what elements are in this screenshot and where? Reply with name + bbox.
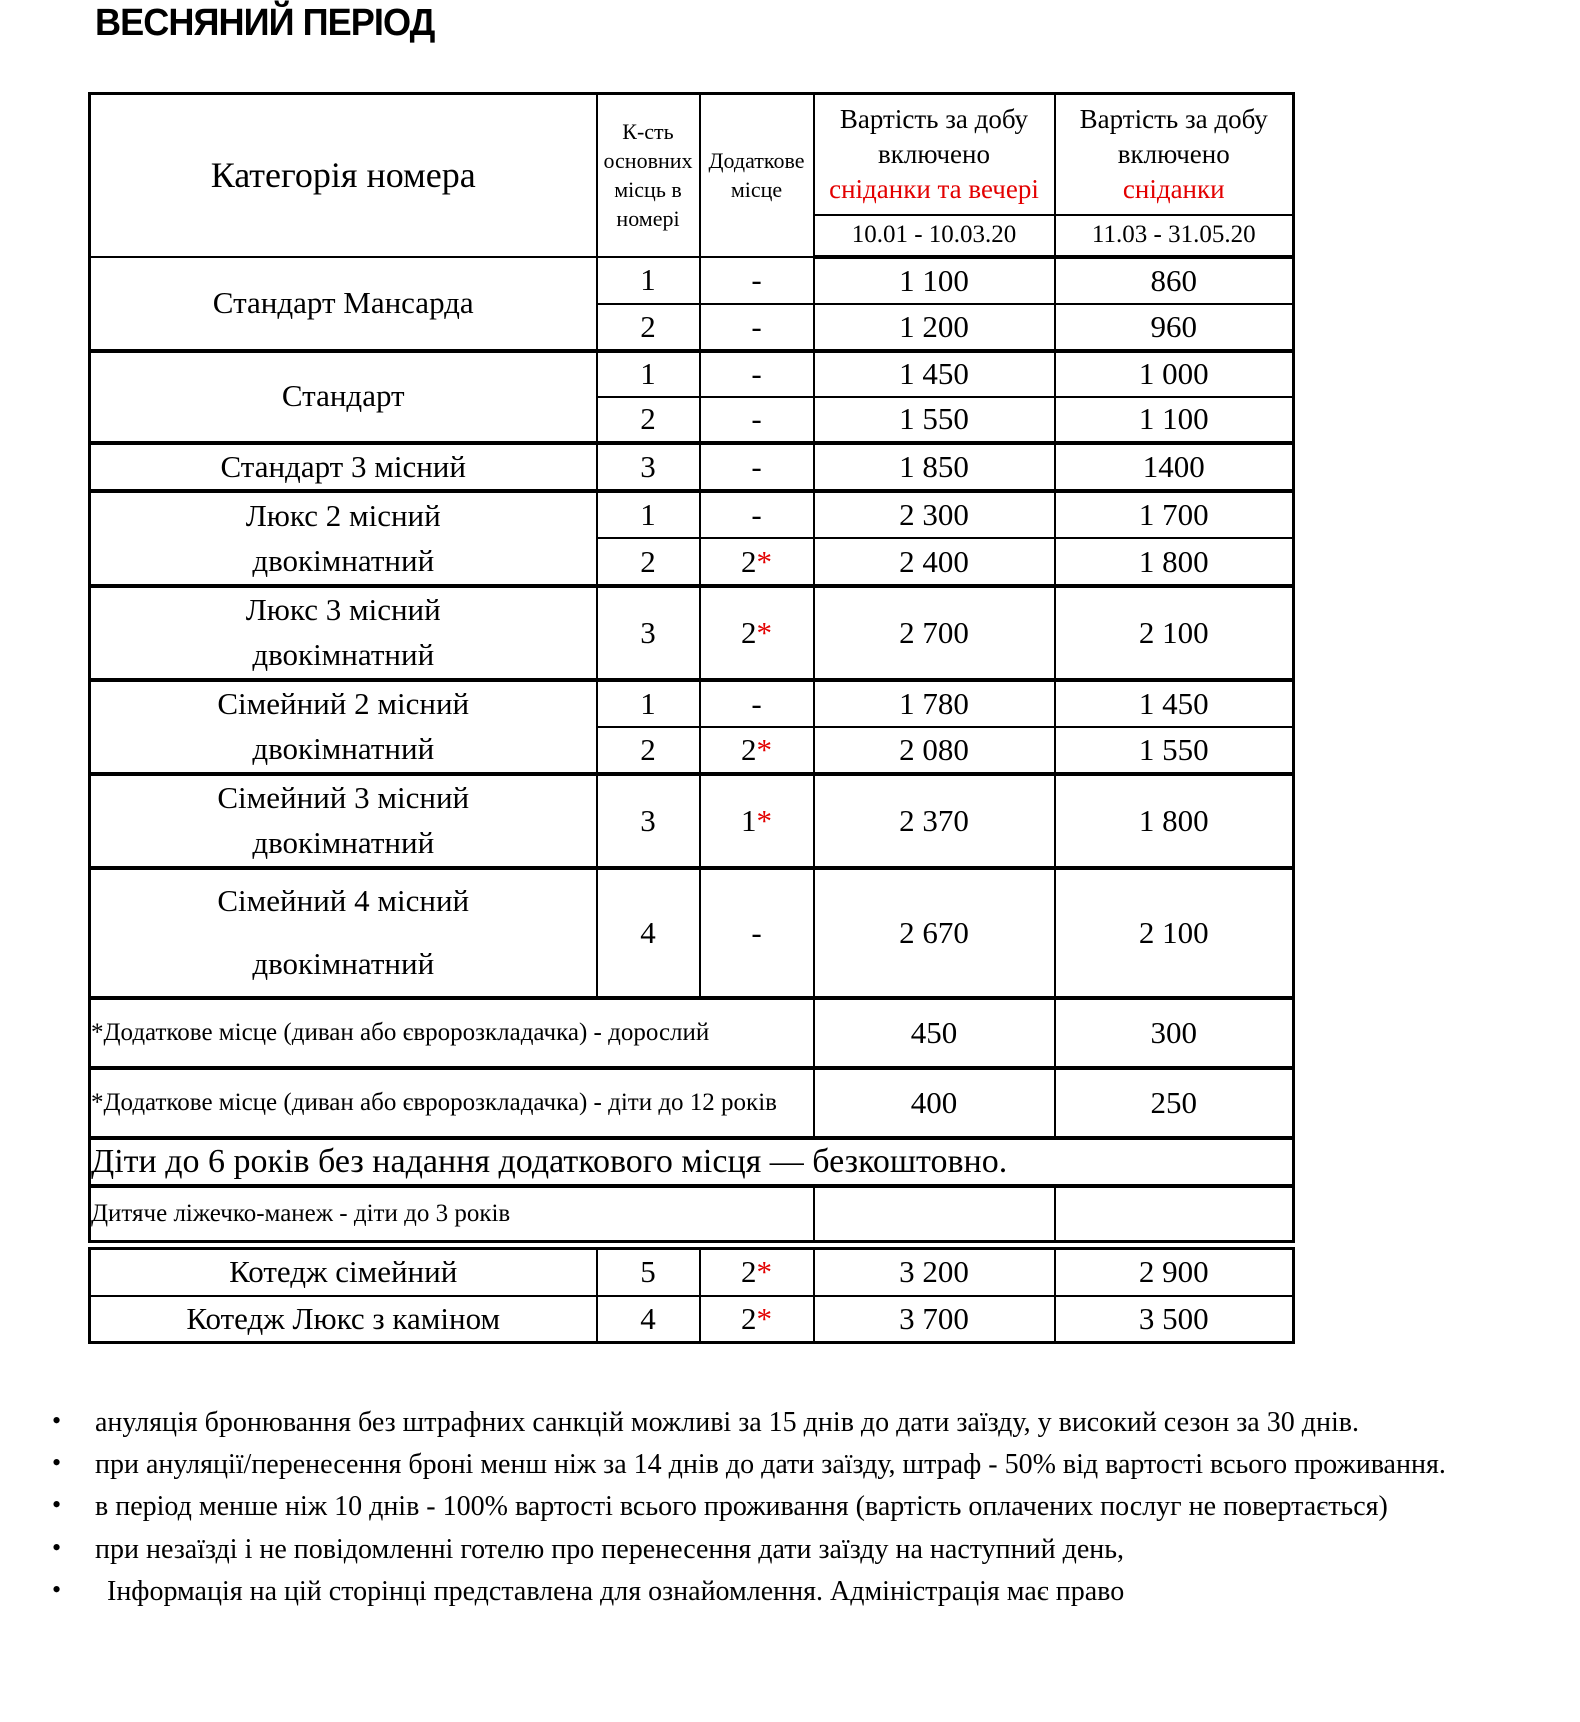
note-text: ануляція бронювання без штрафних санкцій можливі за 15 днів до дати заїзду, у високий сезон за 30 днів. (95, 1407, 1359, 1438)
extra-place-adult-label: *Додаткове місце (диван або євророзкладачка) - дорослий (90, 998, 814, 1068)
extra-cell: 1* (700, 774, 814, 868)
price2-header-cell (1055, 94, 1294, 215)
price1-cell: 1 850 (814, 443, 1055, 492)
price1-cell: 2 700 (814, 586, 1055, 680)
price2-cell: 1400 (1055, 443, 1294, 492)
price2-cell: 300 (1055, 998, 1294, 1068)
table-row (90, 1068, 1294, 1138)
price2-cell: 1 450 (1055, 680, 1294, 727)
category-cell: Стандарт 3 місний (90, 443, 597, 492)
table-row (90, 868, 1294, 998)
table-row (90, 586, 1294, 680)
extra-cell: 2* (700, 1248, 814, 1295)
price1-cell (814, 1186, 1055, 1241)
category-cell: Котедж сімейний (90, 1248, 597, 1295)
seats-header-cell: К-сть основних місць в номері (597, 94, 700, 257)
note-item (52, 1445, 1500, 1484)
table-row (90, 1138, 1294, 1186)
note-text: при незаїзді і не повідомленні готелю про перенесення дати заїзду на наступний день, (95, 1533, 1124, 1565)
price2-cell: 960 (1055, 304, 1294, 351)
category-header-cell: Категорія номера (90, 94, 597, 257)
note-item (52, 1530, 1500, 1569)
price2-cell: 1 800 (1055, 538, 1294, 586)
price2-cell: 1 550 (1055, 727, 1294, 774)
price1-cell: 2 370 (814, 774, 1055, 868)
price1-cell: 1 100 (814, 257, 1055, 304)
price1-header-red-text: сніданки та вечері (829, 173, 1039, 204)
price2-header-text: Вартість за добу включено (1079, 103, 1268, 169)
extra-cell: - (700, 257, 814, 304)
period2-cell: 11.03 - 31.05.20 (1055, 215, 1294, 257)
price1-cell: 2 300 (814, 491, 1055, 538)
extra-cell: 2* (700, 1296, 814, 1343)
seats-cell: 1 (597, 680, 700, 727)
category-cell: Сімейний 2 місний двокімнатний (90, 680, 597, 774)
category-cell: Сімейний 4 місний двокімнатний (90, 868, 597, 998)
price1-cell: 1 200 (814, 304, 1055, 351)
extra-cell: 2* (700, 586, 814, 680)
period1-cell: 10.01 - 10.03.20 (814, 215, 1055, 257)
table-row (90, 1248, 1294, 1295)
table-row (90, 351, 1294, 397)
note-text: Інформація на цій сторінці представлена для ознайомлення. Адміністрація має право (107, 1575, 1125, 1607)
header-row (90, 94, 1294, 215)
price1-cell: 1 780 (814, 680, 1055, 727)
price-table-wrap (88, 92, 1292, 1344)
bullet-icon: • (52, 1490, 62, 1520)
table-row (90, 680, 1294, 727)
price1-header-cell (814, 94, 1055, 215)
table-row (90, 257, 1294, 304)
table-row (90, 443, 1294, 492)
extra-cell: - (700, 491, 814, 538)
price2-cell: 860 (1055, 257, 1294, 304)
seats-cell: 3 (597, 774, 700, 868)
price1-cell: 400 (814, 1068, 1055, 1138)
notes-list (52, 1403, 1500, 1614)
price-table (88, 92, 1295, 1243)
price2-header-red-text: сніданки (1122, 173, 1225, 204)
bullet-icon: • (52, 1532, 62, 1562)
note-item (52, 1487, 1500, 1526)
category-cell: Котедж Люкс з каміном (90, 1296, 597, 1343)
price2-cell: 1 000 (1055, 351, 1294, 397)
category-cell: Люкс 3 місний двокімнатний (90, 586, 597, 680)
extra-cell: 2* (700, 538, 814, 586)
extra-cell: - (700, 868, 814, 998)
price2-cell: 250 (1055, 1068, 1294, 1138)
price2-cell: 2 100 (1055, 586, 1294, 680)
seats-cell: 1 (597, 491, 700, 538)
extra-cell: - (700, 304, 814, 351)
free-children-note: Діти до 6 років без надання додаткового місця — безкоштовно. (90, 1138, 1294, 1186)
price1-cell: 2 080 (814, 727, 1055, 774)
seats-cell: 2 (597, 727, 700, 774)
seats-cell: 2 (597, 304, 700, 351)
price2-cell: 2 100 (1055, 868, 1294, 998)
price1-cell: 1 450 (814, 351, 1055, 397)
extra-cell: - (700, 443, 814, 492)
extra-cell: - (700, 351, 814, 397)
category-cell: Люкс 2 місний двокімнатний (90, 491, 597, 586)
seats-cell: 2 (597, 397, 700, 443)
category-cell: Стандарт (90, 351, 597, 443)
bullet-icon: • (52, 1406, 62, 1435)
note-text: при ануляції/перенесення броні менш ніж за 14 днів до дати заїзду, штраф - 50% від вартості всього проживання. (95, 1449, 1446, 1481)
cottage-table (88, 1247, 1295, 1345)
crib-label: Дитяче ліжечко-манеж - діти до 3 років (90, 1186, 814, 1241)
price2-cell: 1 700 (1055, 491, 1294, 538)
price1-cell: 2 670 (814, 868, 1055, 998)
extra-cell: - (700, 397, 814, 443)
seats-cell: 3 (597, 586, 700, 680)
table-row (90, 491, 1294, 538)
seats-cell: 5 (597, 1248, 700, 1295)
price1-cell: 1 550 (814, 397, 1055, 443)
extra-cell: - (700, 680, 814, 727)
table-row (90, 1296, 1294, 1343)
table-row (90, 998, 1294, 1068)
note-text: в період менше ніж 10 днів - 100% вартості всього проживання (вартість оплачених послуг не повертається) (95, 1491, 1388, 1523)
table-row (90, 1186, 1294, 1241)
price1-cell: 3 200 (814, 1248, 1055, 1295)
note-item (52, 1572, 1500, 1611)
seats-cell: 3 (597, 443, 700, 492)
table-row (90, 774, 1294, 868)
price1-header-text: Вартість за добу включено (839, 103, 1029, 169)
price1-cell: 2 400 (814, 538, 1055, 586)
category-cell: Сімейний 3 місний двокімнатний (90, 774, 597, 868)
extra-place-header-cell: Додаткове місце (700, 94, 814, 257)
price2-cell (1055, 1186, 1294, 1241)
seats-cell: 1 (597, 257, 700, 304)
price1-cell: 450 (814, 998, 1055, 1068)
seats-cell: 1 (597, 351, 700, 397)
seats-cell: 4 (597, 868, 700, 998)
price2-cell: 1 100 (1055, 397, 1294, 443)
price2-cell: 1 800 (1055, 774, 1294, 868)
price2-cell: 3 500 (1055, 1296, 1294, 1343)
seats-cell: 2 (597, 538, 700, 586)
price2-cell: 2 900 (1055, 1248, 1294, 1295)
bullet-icon: • (52, 1574, 62, 1604)
page-title: ВЕСНЯНИЙ ПЕРІОД (95, 2, 435, 44)
price1-cell: 3 700 (814, 1296, 1055, 1343)
seats-cell: 4 (597, 1296, 700, 1343)
category-cell: Стандарт Мансарда (90, 257, 597, 351)
extra-place-child-label: *Додаткове місце (диван або євророзкладачка) - діти до 12 років (90, 1068, 814, 1138)
note-item (52, 1403, 1500, 1442)
bullet-icon: • (52, 1448, 62, 1478)
extra-cell: 2* (700, 727, 814, 774)
